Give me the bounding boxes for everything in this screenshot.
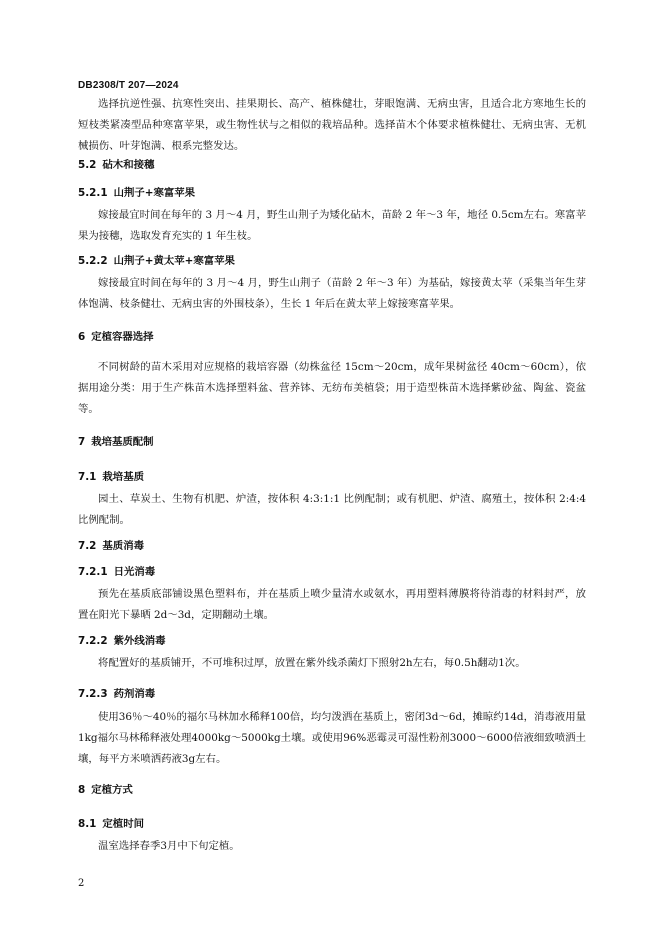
heading-number: 7.2.2 [78,635,108,647]
heading-title: 药剂消毒 [113,688,156,700]
heading-7-2 [78,537,144,552]
heading-title: 栽培基质配制 [91,436,154,448]
heading-7-2-2 [78,632,166,647]
heading-title: 山荆子+寒富苹果 [113,187,196,199]
heading-number: 5.2.1 [78,187,108,199]
heading-number: 6 [78,331,86,343]
heading-5-2-1 [78,184,195,199]
heading-number: 5.2.2 [78,255,108,267]
heading-5-2 [78,156,154,171]
paragraph-7-2-1: 预先在基质底部铺设黑色塑料布，并在基质上喷少量清水或氨水，再用塑料薄膜将待消毒的材料封严，放置在阳光下暴晒 2d～3d，定期翻动土壤。 [78,588,586,621]
heading-8 [78,781,133,796]
heading-number: 8 [78,784,86,796]
heading-number: 7.1 [78,471,97,483]
heading-number: 7.2.1 [78,566,108,578]
heading-title: 栽培基质 [102,471,144,483]
heading-title: 基质消毒 [102,540,144,552]
heading-7-2-3 [78,685,155,700]
heading-number: 7 [78,436,86,448]
heading-8-1 [78,815,144,830]
heading-title: 定植容器选择 [91,331,154,343]
paragraph-7-2-3: 使用36％～40％的福尔马林加水稀释100倍，均匀泼洒在基质上，密闭3d～6d，摊晾约14d，消毒液用量1kg福尔马林稀释液处理4000kg～5000kg土壤。或使用96%恶霉灵可湿性粉剂3000～6000倍液细致喷洒土壤，每平方米喷洒药液3g左右。 [78,711,586,765]
paragraph-5-2-2: 嫁接最宜时间在每年的 3 月～4 月，野生山荆子（苗龄 2 年～3 年）为基砧，嫁接黄太苹（采集当年生芽体饱满、枝条健壮、无病虫害的外围枝条），生长 1 年后在黄太苹上嫁接寒富苹果。 [78,277,586,310]
paragraph-8-1: 温室选择春季3月中下旬定植。 [98,840,240,852]
page-number: 2 [78,878,85,889]
heading-7-1 [78,468,144,483]
heading-6 [78,328,154,343]
paragraph-7-1: 园土、草炭土、生物有机肥、炉渣，按体积 4:3:1:1 比例配制；或有机肥、炉渣、腐殖土，按体积 2:4:4 比例配制。 [78,493,586,526]
heading-title: 砧木和接穗 [102,159,155,171]
heading-number: 8.1 [78,818,97,830]
heading-title: 定植时间 [102,818,144,830]
heading-title: 日光消毒 [113,566,156,578]
heading-title: 山荆子+黄太苹+寒富苹果 [113,255,235,267]
heading-number: 7.2 [78,540,97,552]
heading-number: 7.2.3 [78,688,108,700]
intro-paragraph: 选择抗逆性强、抗寒性突出、挂果期长、高产、植株健壮，芽眼饱满、无病虫害，且适合北方寒地生长的短枝类紧凑型品种寒富苹果，或生物性状与之相似的栽培品种。选择苗木个体要求植株健壮、无病虫害、无机械损伤、叶芽饱满、根系完整发达。 [78,98,586,152]
heading-7-2-1 [78,563,155,578]
paragraph-5-2-1: 嫁接最宜时间在每年的 3 月～4 月，野生山荆子为矮化砧木，苗龄 2 年～3 年，地径 0.5cm左右。寒富苹果为接穗，选取发育充实的 1 年生枝。 [78,209,586,242]
heading-number: 5.2 [78,159,97,171]
paragraph-6: 不同树龄的苗木采用对应规格的栽培容器（幼株盆径 15cm～20cm，成年果树盆径 40cm～60cm），依据用途分类：用于生产株苗木选择塑料盆、营养钵、无纺布美植袋；用于造型株苗木选择紫砂盆、陶盆、瓷盆等。 [78,361,586,415]
paragraph-7-2-2: 将配置好的基质铺开，不可堆积过厚，放置在紫外线杀菌灯下照射2h左右，每0.5h翻动1次。 [98,657,526,669]
heading-title: 定植方式 [91,784,133,796]
heading-7 [78,433,154,448]
heading-5-2-2 [78,252,235,267]
document-code: DB2308/T 207—2024 [78,80,179,91]
heading-title: 紫外线消毒 [113,635,166,647]
